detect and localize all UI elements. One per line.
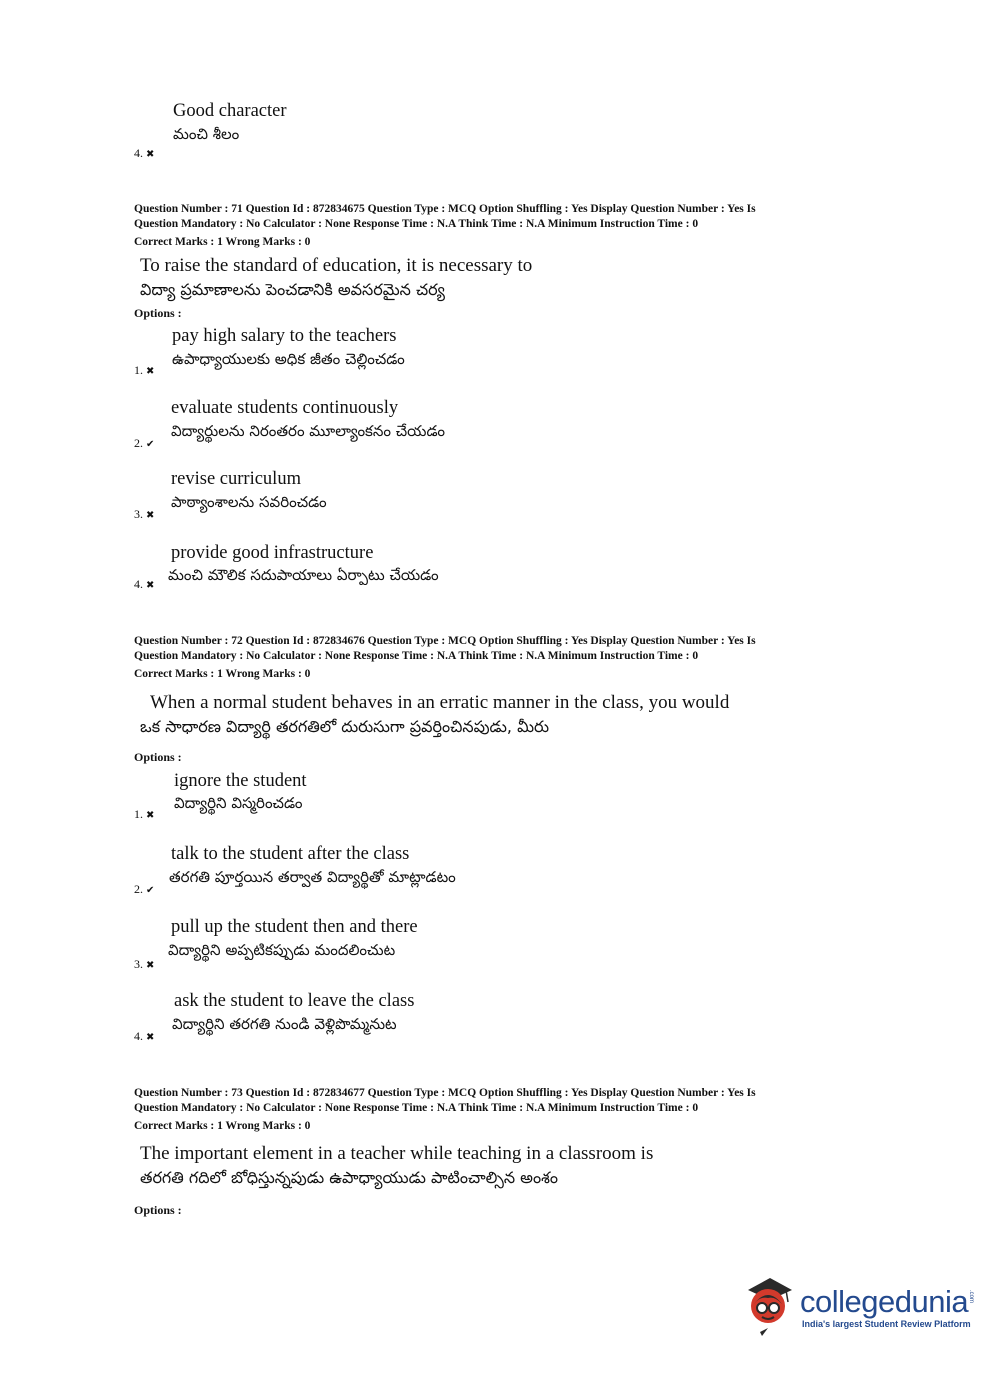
q71-option2-number: 2. ✔ <box>134 436 155 450</box>
q71-option3-number: 3. ✖ <box>134 507 155 521</box>
q71-option3-english: revise curriculum <box>171 469 301 489</box>
q73-question-telugu: తరగతి గదిలో బోధిస్తున్నపుడు ఉపాధ్యాయుడు పాటించాల్సిన అంశం <box>140 1168 559 1187</box>
q72-option1-telugu: విద్యార్థిని విస్మరించడం <box>174 794 303 812</box>
wrong-mark-icon: ✖ <box>146 149 155 160</box>
q73-options-label: Options : <box>134 1203 182 1217</box>
logo-domain-suffix: .com <box>968 1289 975 1303</box>
q71-meta-line3: Correct Marks : 1 Wrong Marks : 0 <box>134 236 311 248</box>
q72-option3-number: 3. ✖ <box>134 957 155 971</box>
q72-meta-line1: Question Number : 72 Question Id : 872834676 Question Type : MCQ Option Shuffling : Yes Display Question Number : Yes Is <box>134 635 756 647</box>
q72-option2-telugu: తరగతి పూర్తయిన తర్వాత విద్యార్థితో మాట్లాడటం <box>169 868 456 886</box>
q71-option3-telugu: పాఠ్యాంశాలను సవరించడం <box>171 493 327 511</box>
q71-question-english: To raise the standard of education, it is necessary to <box>140 255 533 276</box>
q72-option1-english: ignore the student <box>174 771 307 791</box>
wrong-mark-icon: ✖ <box>146 810 155 821</box>
q71-option4-number: 4. ✖ <box>134 577 155 591</box>
q71-options-label: Options : <box>134 306 182 320</box>
q72-question-english: When a normal student behaves in an erratic manner in the class, you would <box>150 692 730 713</box>
q72-option3-english: pull up the student then and there <box>171 917 418 937</box>
q72-option3-telugu: విద్యార్థిని అప్పటికప్పుడు మందలించుట <box>168 941 396 959</box>
wrong-mark-icon: ✖ <box>146 580 155 591</box>
q72-option2-number: 2. ✔ <box>134 882 155 896</box>
correct-mark-icon: ✔ <box>146 885 155 896</box>
q73-question-english: The important element in a teacher while teaching in a classroom is <box>140 1143 654 1164</box>
q72-option4-english: ask the student to leave the class <box>174 991 415 1011</box>
q72-option4-number: 4. ✖ <box>134 1029 155 1043</box>
q73-meta-line2: Question Mandatory : No Calculator : None Response Time : N.A Think Time : N.A Minimum Instruction Time : 0 <box>134 1102 699 1114</box>
q71-option1-number: 1. ✖ <box>134 363 155 377</box>
logo-wordmark: collegedunia <box>800 1283 969 1319</box>
q71-question-telugu: విద్యా ప్రమాణాలను పెంచడానికి అవసరమైన చర్య <box>140 280 445 299</box>
q72-option1-number: 1. ✖ <box>134 807 155 821</box>
q72-option2-english: talk to the student after the class <box>171 844 410 864</box>
q72-option4-telugu: విద్యార్థిని తరగతి నుండి వెళ్లిపొమ్మనుట <box>172 1015 397 1033</box>
q70-option4-english: Good character <box>173 101 287 121</box>
q71-meta-line2: Question Mandatory : No Calculator : None Response Time : N.A Think Time : N.A Minimum Instruction Time : 0 <box>134 218 699 230</box>
q71-option2-english: evaluate students continuously <box>171 398 399 418</box>
wrong-mark-icon: ✖ <box>146 960 155 971</box>
logo-tagline: India's largest Student Review Platform <box>802 1318 971 1329</box>
q72-meta-line2: Question Mandatory : No Calculator : None Response Time : N.A Think Time : N.A Minimum Instruction Time : 0 <box>134 650 699 662</box>
mascot-icon <box>742 1274 798 1338</box>
q71-option4-telugu: మంచి మౌలిక సదుపాయాలు ఏర్పాటు చేయడం <box>168 566 439 584</box>
q72-meta-line3: Correct Marks : 1 Wrong Marks : 0 <box>134 668 311 680</box>
q71-option1-english: pay high salary to the teachers <box>172 326 397 346</box>
q73-meta-line1: Question Number : 73 Question Id : 872834677 Question Type : MCQ Option Shuffling : Yes Display Question Number : Yes Is <box>134 1087 756 1099</box>
q70-option4-number: 4. ✖ <box>134 146 155 160</box>
q71-option1-telugu: ఉపాధ్యాయులకు అధిక జీతం చెల్లించడం <box>172 350 405 368</box>
correct-mark-icon: ✔ <box>146 439 155 450</box>
wrong-mark-icon: ✖ <box>146 510 155 521</box>
q72-options-label: Options : <box>134 750 182 764</box>
q71-meta-line1: Question Number : 71 Question Id : 872834675 Question Type : MCQ Option Shuffling : Yes Display Question Number : Yes Is <box>134 203 756 215</box>
q71-option4-english: provide good infrastructure <box>171 543 374 563</box>
wrong-mark-icon: ✖ <box>146 366 155 377</box>
q71-option2-telugu: విద్యార్థులను నిరంతరం మూల్యాంకనం చేయడం <box>171 422 445 440</box>
q70-option4-telugu: మంచి శీలం <box>173 125 240 143</box>
collegedunia-logo <box>742 1274 974 1338</box>
wrong-mark-icon: ✖ <box>146 1032 155 1043</box>
q73-meta-line3: Correct Marks : 1 Wrong Marks : 0 <box>134 1120 311 1132</box>
q72-question-telugu: ఒక సాధారణ విద్యార్థి తరగతిలో దురుసుగా ప్రవర్తించినపుడు, మీరు <box>140 717 550 736</box>
